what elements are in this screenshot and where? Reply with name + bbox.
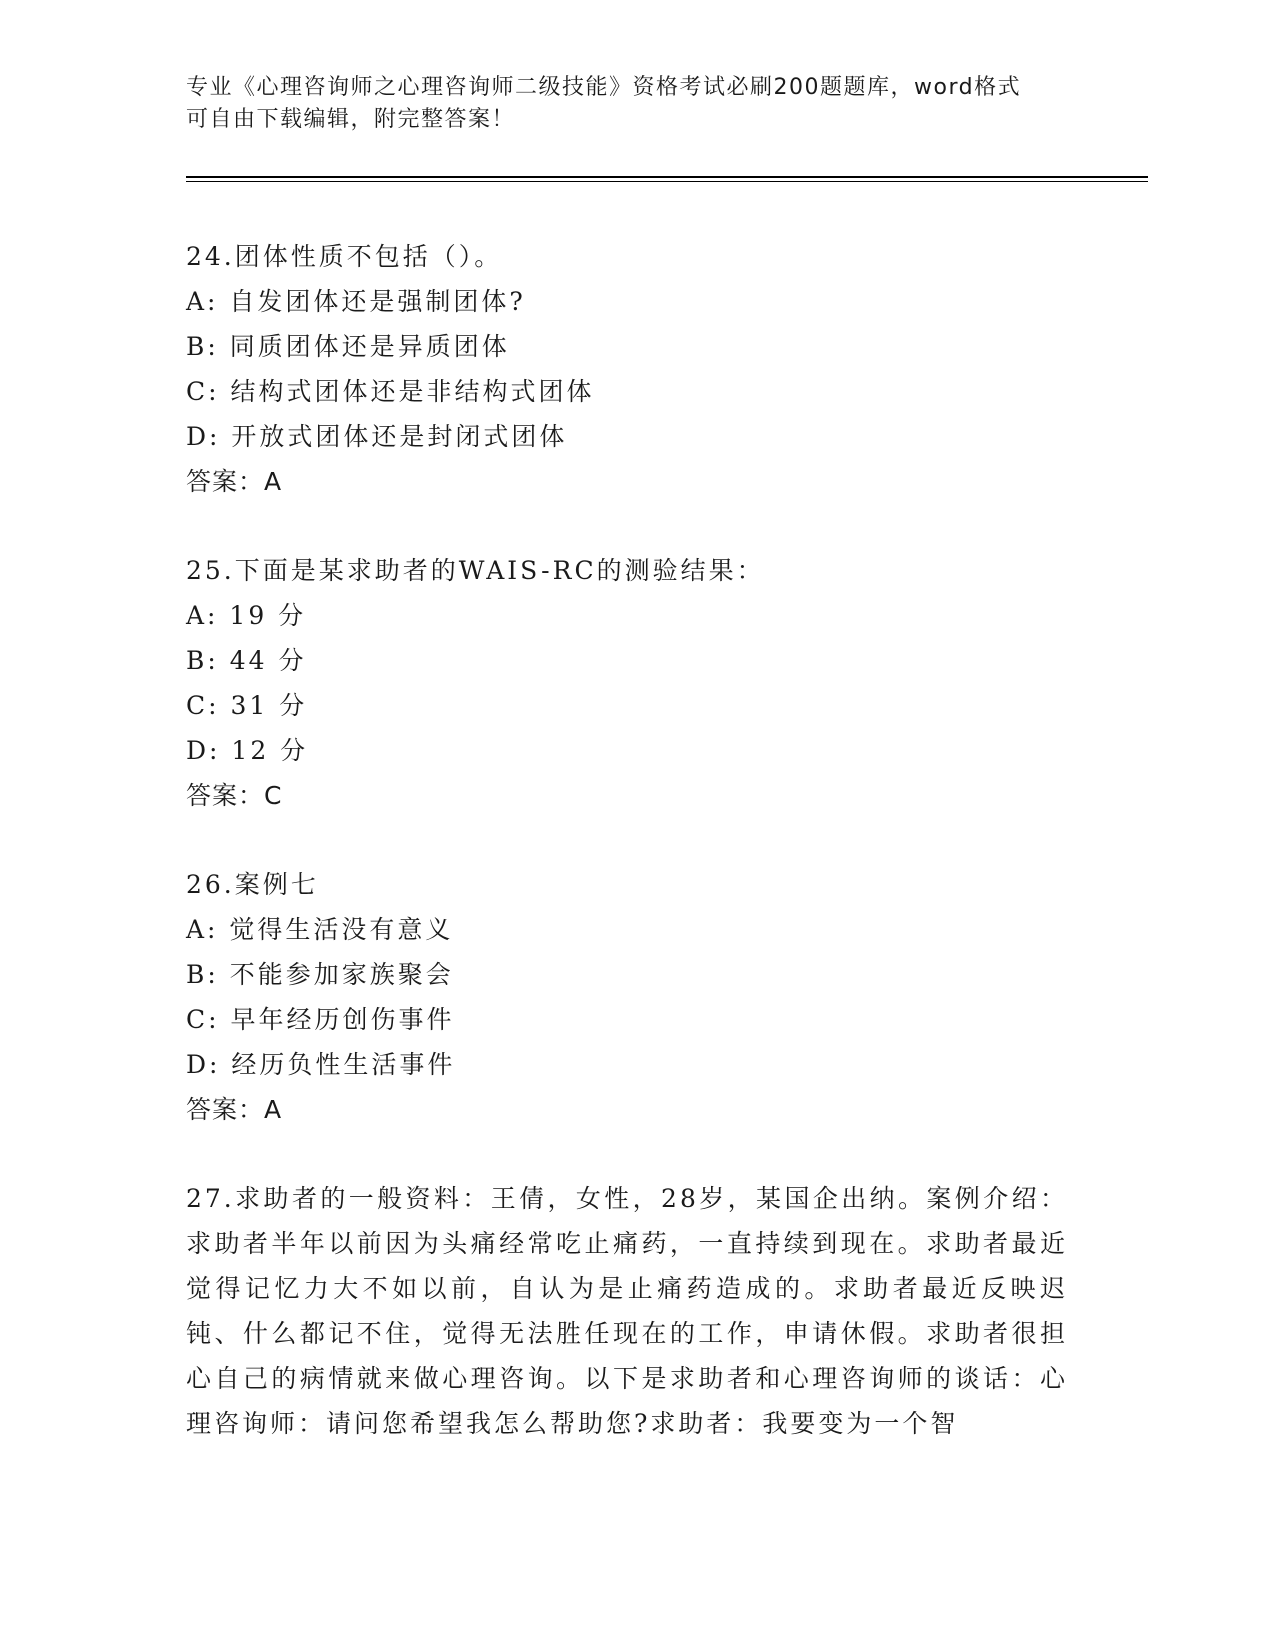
question-stem: 25.下面是某求助者的WAIS-RC的测验结果： xyxy=(186,556,765,585)
option-b: B: 不能参加家族聚会 xyxy=(186,960,454,989)
option-c: C: 31 分 xyxy=(186,691,308,720)
option-c: C: 结构式团体还是非结构式团体 xyxy=(186,377,595,406)
question-stem: 26.案例七 xyxy=(186,870,319,899)
question-list xyxy=(186,234,1076,1490)
header-line-1: 专业《心理咨询师之心理咨询师二级技能》资格考试必刷200题题库，word格式 xyxy=(186,75,1022,100)
header-divider-thick xyxy=(186,176,1148,178)
header-line-2: 可自由下载编辑，附完整答案！ xyxy=(186,107,516,132)
question-stem: 24.团体性质不包括（）。 xyxy=(186,242,503,271)
option-a: A: 19 分 xyxy=(186,601,307,630)
answer-line: 答案：A xyxy=(186,1095,283,1124)
header-divider-thin xyxy=(186,181,1148,182)
option-b: B: 同质团体还是异质团体 xyxy=(186,332,510,361)
option-d: D: 开放式团体还是封闭式团体 xyxy=(186,422,568,451)
question-27 xyxy=(186,1176,1076,1446)
option-b: B: 44 分 xyxy=(186,646,307,675)
option-d: D: 经历负性生活事件 xyxy=(186,1050,456,1079)
question-24 xyxy=(186,234,1076,504)
option-d: D: 12 分 xyxy=(186,736,309,765)
case-paragraph: 27.求助者的一般资料：王倩，女性，28岁，某国企出纳。案例介绍：求助者半年以前因为头痛经常吃止痛药，一直持续到现在。求助者最近觉得记忆力大不如以前，自认为是止痛药造成的。求助者最近反映迟钝、什么都记不住，觉得无法胜任现在的工作，申请休假。求助者很担心自己的病情就来做心理咨询。以下是求助者和心理咨询师的谈话：心理咨询师：请问您希望我怎么帮助您?求助者：我要变为一个智 xyxy=(186,1184,1068,1438)
question-25 xyxy=(186,548,1076,818)
answer-line: 答案：C xyxy=(186,781,283,810)
question-26 xyxy=(186,862,1076,1132)
option-a: A: 觉得生活没有意义 xyxy=(186,915,454,944)
document-header xyxy=(186,72,1066,136)
answer-line: 答案：A xyxy=(186,467,283,496)
option-c: C: 早年经历创伤事件 xyxy=(186,1005,455,1034)
option-a: A: 自发团体还是强制团体? xyxy=(186,287,526,316)
